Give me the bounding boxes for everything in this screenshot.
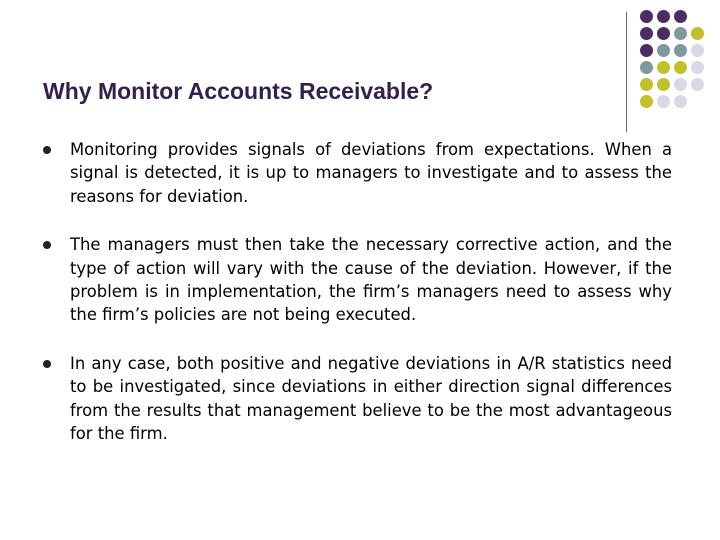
decor-dot (657, 44, 670, 57)
bullet-text: Monitoring provides signals of deviations from expectations. When a signal is detected, it is up to managers to investigate and to assess the reasons for deviation. (70, 140, 672, 206)
decor-dot (640, 61, 653, 74)
slide-title: Why Monitor Accounts Receivable? (43, 78, 434, 104)
bullet-dot-icon (43, 360, 51, 368)
bullet-item (40, 352, 672, 446)
decor-dot (691, 44, 704, 57)
decor-dot (691, 78, 704, 91)
decor-dot (674, 61, 687, 74)
decor-dot (657, 95, 670, 108)
decor-dot (691, 61, 704, 74)
decor-dot (640, 78, 653, 91)
decor-dot (657, 78, 670, 91)
decor-dot (674, 78, 687, 91)
divider-line (626, 12, 627, 132)
decor-dot (691, 27, 704, 40)
bullet-item (40, 233, 672, 327)
decor-dot (674, 95, 687, 108)
decor-dot (640, 27, 653, 40)
bullet-dot-icon (43, 146, 51, 154)
dot-grid-decoration (640, 10, 720, 120)
decor-dot (657, 27, 670, 40)
decor-dot (640, 10, 653, 23)
bullet-item (40, 138, 672, 208)
decor-dot (674, 10, 687, 23)
bullet-dot-icon (43, 241, 51, 249)
decor-dot (640, 44, 653, 57)
decor-dot (657, 10, 670, 23)
bullet-list (40, 138, 672, 470)
decor-dot (640, 95, 653, 108)
decor-dot (674, 27, 687, 40)
bullet-text: The managers must then take the necessary corrective action, and the type of action will vary with the cause of the deviation. However, if the problem is in implementation, the firm’s managers need to assess why the firm’s policies are not being executed. (70, 235, 672, 325)
bullet-text: In any case, both positive and negative deviations in A/R statistics need to be investigated, since deviations in either direction signal differences from the results that management believe to be the most advantageous for the firm. (70, 353, 672, 444)
decor-dot (674, 44, 687, 57)
decor-dot (657, 61, 670, 74)
